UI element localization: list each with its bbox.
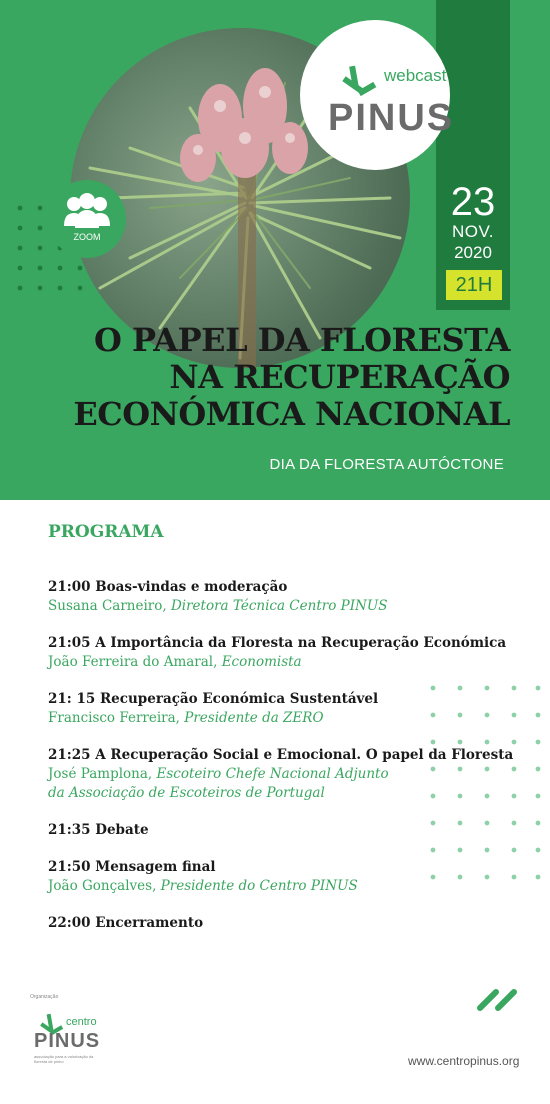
program-item xyxy=(48,690,528,728)
program-item xyxy=(48,858,528,896)
hero-banner xyxy=(0,0,550,500)
program-list xyxy=(48,578,528,951)
zoom-badge xyxy=(48,180,126,258)
date-month: NOV. xyxy=(451,222,494,241)
program-item-speaker: José Pamplona, Escoteiro Chefe Nacional Adjunto xyxy=(48,766,389,782)
event-date xyxy=(436,182,510,264)
program-item-speaker: Francisco Ferreira, Presidente da ZERO xyxy=(48,710,324,726)
pinus-webcast-logo xyxy=(300,20,455,170)
program-item-title: 21:05 A Importância da Floresta na Recuperação Económica xyxy=(48,635,507,651)
event-hour: 21H xyxy=(446,270,502,300)
pinus-leaf-icon xyxy=(300,20,450,170)
program-item xyxy=(48,746,528,803)
title-line-3: ECONÓMICA NACIONAL xyxy=(73,395,510,433)
program-item-title: 21:50 Mensagem final xyxy=(48,859,216,875)
program-item-title: 21:25 A Recuperação Social e Emocional. O papel da Floresta xyxy=(48,747,514,763)
program-item xyxy=(48,914,528,933)
subtitle: DIA DA FLORESTA AUTÓCTONE xyxy=(269,456,504,473)
webcast-label: webcast xyxy=(384,66,447,85)
double-slash-icon xyxy=(474,986,522,1014)
program-item-speaker: João Gonçalves, Presidente do Centro PINUS xyxy=(48,878,358,894)
program-item-title: 22:00 Encerramento xyxy=(48,915,204,931)
website-url[interactable]: www.centropinus.org xyxy=(408,1054,520,1068)
pinus-wordmark-small: PINUS xyxy=(34,1030,101,1052)
date-year: 2020 xyxy=(454,243,492,262)
program-item xyxy=(48,578,528,616)
centro-label: centro xyxy=(66,1016,97,1028)
program-item-speaker: João Ferreira do Amaral, Economista xyxy=(48,654,302,670)
program-item-title: 21:00 Boas-vindas e moderação xyxy=(48,579,288,595)
title-line-2: NA RECUPERAÇÃO xyxy=(169,358,510,396)
program-item xyxy=(48,634,528,672)
date-day: 23 xyxy=(450,180,496,224)
zoom-label: ZOOM xyxy=(73,232,101,242)
centro-pinus-logo xyxy=(30,994,110,1064)
people-icon xyxy=(48,180,126,258)
title-line-1: O PAPEL DA FLORESTA xyxy=(94,321,510,359)
program-item-speaker: Susana Carneiro, Diretora Técnica Centro PINUS xyxy=(48,598,388,614)
organization-label: Organização xyxy=(30,994,59,1000)
program-heading: PROGRAMA xyxy=(48,522,164,542)
pinus-wordmark: PINUS xyxy=(328,97,455,139)
program-item-title: 21: 15 Recuperação Económica Sustentável xyxy=(48,691,379,707)
program-item xyxy=(48,821,528,840)
program-item-speaker-line-2: da Associação de Escoteiros de Portugal xyxy=(48,785,325,801)
pinus-tagline: associação para a valorização da floresta de pinho xyxy=(34,1054,94,1064)
program-item-title: 21:35 Debate xyxy=(48,822,149,838)
page-title xyxy=(10,322,510,433)
